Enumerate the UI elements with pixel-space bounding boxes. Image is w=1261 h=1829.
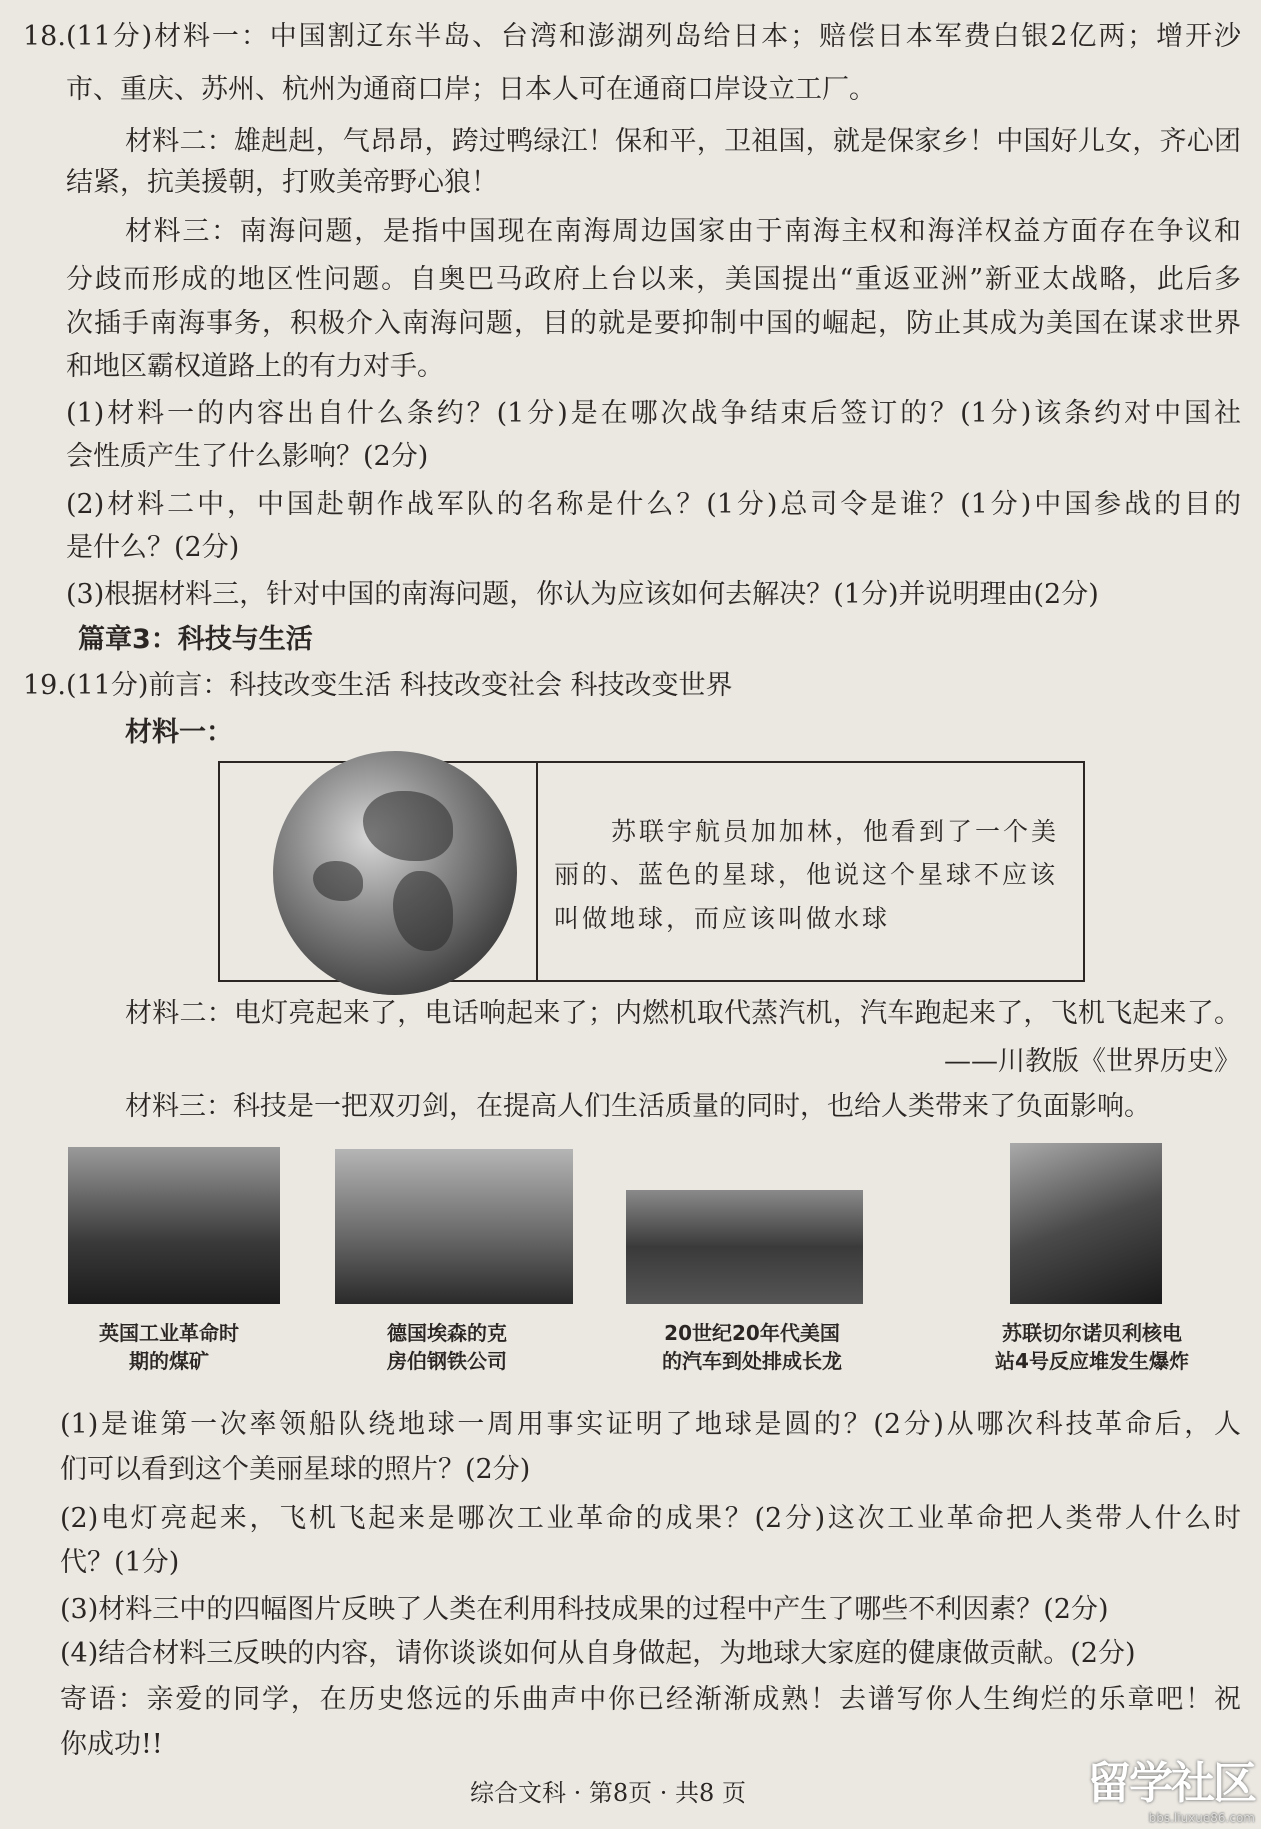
q19-material2-source: ——川教版《世界历史》 xyxy=(944,1046,1241,1077)
box-text-line2: 丽的、蓝色的星球，他说这个星球不应该 xyxy=(554,860,1059,889)
caption-line: 房伯钢铁公司 xyxy=(387,1349,507,1373)
caption-line: 的汽车到处排成长龙 xyxy=(662,1349,842,1373)
caption-line: 苏联切尔诺贝利核电 xyxy=(1002,1321,1182,1345)
q19-material2: 材料二：电灯亮起来了，电话响起来了；内燃机取代蒸汽机，汽车跑起来了，飞机飞起来了。 xyxy=(125,998,1241,1029)
caption-line: 20世纪20年代美国 xyxy=(664,1321,840,1345)
caption-chernobyl xyxy=(972,1319,1212,1375)
box-text-line1: 苏联宇航员加加林，他看到了一个美 xyxy=(611,817,1060,846)
box-divider xyxy=(536,763,538,980)
box-text-line3: 叫做地球，而应该叫做水球 xyxy=(554,904,891,933)
photo-krupp-steel xyxy=(335,1149,573,1304)
caption-krupp-steel xyxy=(327,1319,567,1375)
q18-material3-line2: 分歧而形成的地区性问题。自奥巴马政府上台以来，美国提出“重返亚洲”新亚太战略，此后多 xyxy=(66,264,1241,295)
q18-question1-line1: (1)材料一的内容出自什么条约？(1分)是在哪次战争结束后签订的？(1分)该条约对中国社 xyxy=(66,398,1241,429)
q19-question2-line1: (2)电灯亮起来，飞机飞起来是哪次工业革命的成果？(2分)这次工业革命把人类带人什么时 xyxy=(60,1503,1241,1534)
q18-material3-line4: 和地区霸权道路上的有力对手。 xyxy=(66,351,444,382)
caption-traffic-jam xyxy=(632,1319,872,1375)
q19-question3: (3)材料三中的四幅图片反映了人类在利用科技成果的过程中产生了哪些不利因素？(2分) xyxy=(60,1594,1109,1625)
page-footer: 综合文科 · 第8页 · 共8 页 xyxy=(470,1779,746,1807)
q19-material1-label: 材料一： xyxy=(125,717,233,748)
photo-coal-mine xyxy=(68,1147,280,1304)
watermark-url: bbs.liuxue86.com xyxy=(1148,1811,1255,1825)
q18-material3-line3: 次插手南海事务，积极介入南海问题，目的就是要抑制中国的崛起，防止其成为美国在谋求世界 xyxy=(66,308,1241,339)
q19-intro: 19.(11分)前言：科技改变生活 科技改变社会 科技改变世界 xyxy=(23,670,733,701)
material1-box xyxy=(218,761,1085,982)
q18-material2-line2: 结紧，抗美援朝，打败美帝野心狼！ xyxy=(66,167,498,198)
caption-line: 德国埃森的克 xyxy=(387,1321,507,1345)
caption-line: 站4号反应堆发生爆炸 xyxy=(995,1349,1189,1373)
q18-question3: (3)根据材料三，针对中国的南海问题，你认为应该如何去解决？(1分)并说明理由(2分) xyxy=(66,579,1099,610)
q19-question1-line1: (1)是谁第一次率领船队绕地球一周用事实证明了地球是圆的？(2分)从哪次科技革命后，人 xyxy=(60,1409,1241,1440)
watermark-title: 留学社区 xyxy=(1087,1758,1255,1809)
q19-question1-line2: 们可以看到这个美丽星球的照片？(2分) xyxy=(60,1454,531,1485)
closing-message-line2: 你成功!! xyxy=(60,1729,163,1760)
q18-material1-line1: 18.(11分)材料一：中国割辽东半岛、台湾和澎湖列岛给日本；赔偿日本军费白银2亿两；增开沙 xyxy=(23,21,1241,52)
q18-material3-line1: 材料三：南海问题，是指中国现在南海周边国家由于南海主权和海洋权益方面存在争议和 xyxy=(125,216,1241,247)
photo-traffic-jam xyxy=(626,1190,863,1304)
caption-line: 英国工业革命时 xyxy=(99,1321,239,1345)
chapter-heading: 篇章3：科技与生活 xyxy=(78,624,313,655)
caption-line: 期的煤矿 xyxy=(129,1349,209,1373)
closing-message-line1: 寄语：亲爱的同学，在历史悠远的乐曲声中你已经渐渐成熟！去谱写你人生绚烂的乐章吧！祝 xyxy=(60,1684,1241,1715)
earth-globe-image xyxy=(273,751,517,995)
caption-coal-mine xyxy=(49,1319,289,1375)
q18-material1-line2: 市、重庆、苏州、杭州为通商口岸；日本人可在通商口岸设立工厂。 xyxy=(66,74,876,105)
q18-material2-line1: 材料二：雄赳赳，气昂昂，跨过鸭绿江！保和平，卫祖国，就是保家乡！中国好儿女，齐心团 xyxy=(125,126,1241,157)
q19-question2-line2: 代？(1分) xyxy=(60,1547,180,1578)
q18-question2-line2: 是什么？(2分) xyxy=(66,532,240,563)
photo-chernobyl xyxy=(1010,1143,1162,1304)
q19-question4: (4)结合材料三反映的内容，请你谈谈如何从自身做起，为地球大家庭的健康做贡献。(2分) xyxy=(60,1638,1136,1669)
q18-question1-line2: 会性质产生了什么影响？(2分) xyxy=(66,441,429,472)
watermark-logo xyxy=(1087,1747,1255,1825)
q18-question2-line1: (2)材料二中，中国赴朝作战军队的名称是什么？(1分)总司令是谁？(1分)中国参战的目的 xyxy=(66,489,1241,520)
q19-material3: 材料三：科技是一把双刃剑，在提高人们生活质量的同时，也给人类带来了负面影响。 xyxy=(125,1091,1151,1122)
